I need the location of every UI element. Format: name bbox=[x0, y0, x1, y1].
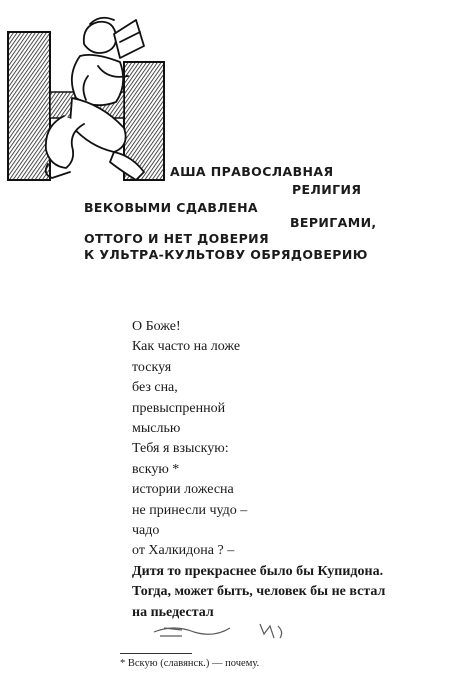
stanza-heading bbox=[0, 162, 466, 272]
dropcap-letter-left-stem bbox=[8, 32, 50, 180]
poem-line: мыслью bbox=[132, 421, 181, 437]
poem-line: Тебя я взыскую: bbox=[132, 441, 229, 457]
poem-line: истории ложесна bbox=[132, 482, 234, 498]
poem-body bbox=[132, 317, 462, 623]
poem-line: без сна, bbox=[132, 380, 178, 396]
poem-line: О Боже! bbox=[132, 319, 181, 334]
heading-line-3: ВЕКОВЫМИ СДАВЛЕНА bbox=[84, 200, 259, 215]
poem-line: на пьедестал bbox=[132, 604, 214, 620]
poem-line: Тогда, может быть, человек бы не встал bbox=[132, 584, 386, 600]
poem-line: тоскуя bbox=[132, 359, 172, 375]
poem-line: не принесли чудо – bbox=[132, 502, 248, 518]
heading-line-4: ВЕРИГАМИ, bbox=[290, 215, 377, 230]
footnote-text: * Вскую (славянск.) — почему. bbox=[120, 658, 260, 669]
poem-line: Как часто на ложе bbox=[132, 339, 241, 355]
poem-line: Дитя то прекраснее было бы Купидона. bbox=[132, 563, 384, 579]
poem-line: чадо bbox=[132, 523, 160, 539]
dropcap-illustration bbox=[6, 6, 166, 182]
poem-line: превыспренной bbox=[132, 400, 226, 416]
poem-line: от Халкидона ? – bbox=[132, 543, 235, 559]
footnote-rule bbox=[120, 653, 192, 654]
heading-line-2: РЕЛИГИЯ bbox=[292, 182, 362, 197]
heading-line-5: ОТТОГО И НЕТ ДОВЕРИЯ bbox=[84, 231, 270, 246]
poem-line: вскую * bbox=[132, 461, 180, 477]
heading-line-6: К УЛЬТРА-КУЛЬТОВУ ОБРЯДОВЕРИЮ bbox=[84, 247, 368, 262]
smudged-stamp-mark bbox=[150, 618, 300, 644]
heading-line-1: АША ПРАВОСЛАВНАЯ bbox=[170, 164, 334, 179]
